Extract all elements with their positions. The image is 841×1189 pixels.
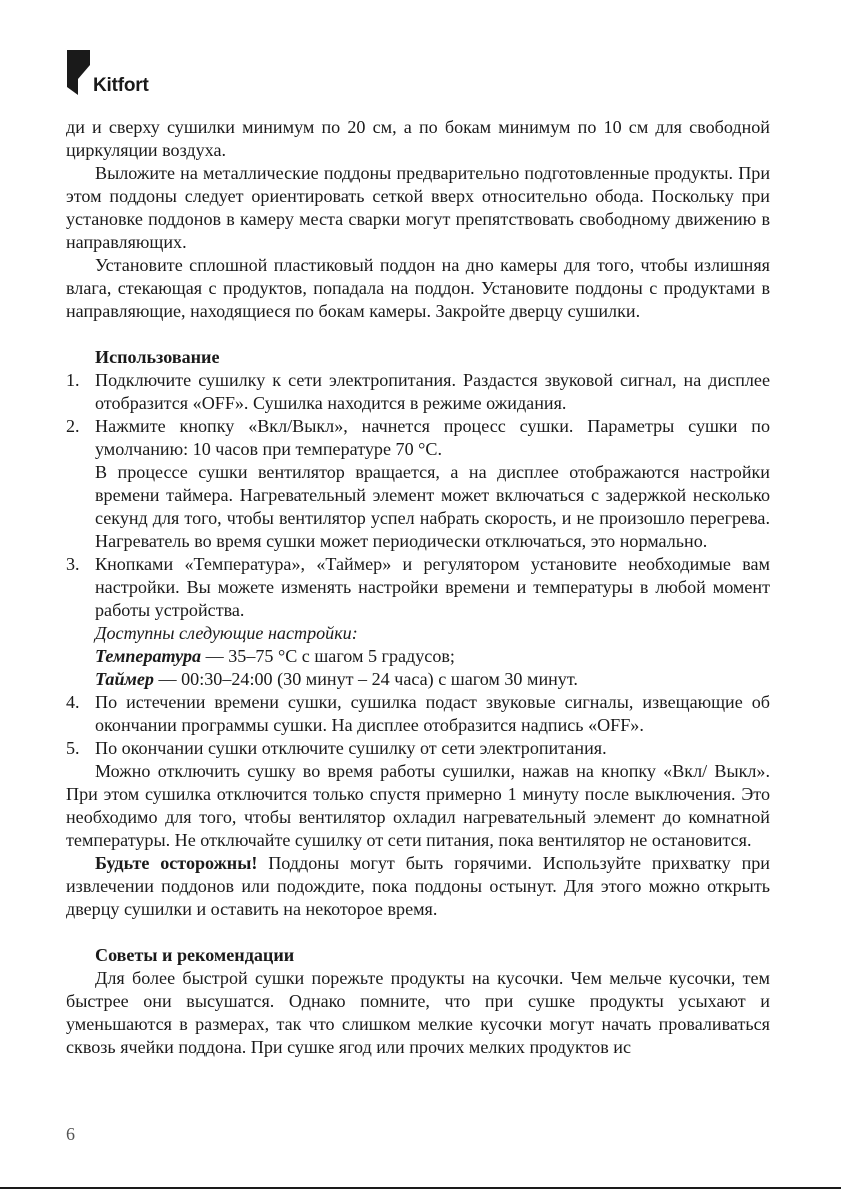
- brand-name: Kitfort: [93, 75, 149, 96]
- tips-heading: Советы и рекомендации: [95, 945, 295, 965]
- step-number: 1.: [66, 370, 80, 390]
- setting-timer-label: Таймер: [95, 669, 154, 689]
- step-text: Кнопками «Температура», «Таймер» и регулятором установите необходимые вам настройки. Вы можете изменять настройки времени и температуры в любой момент работы устройства.: [95, 554, 770, 620]
- step-number: 3.: [66, 554, 80, 574]
- setting-temperature-label: Температура: [95, 646, 202, 666]
- usage-step-3: [66, 553, 770, 691]
- setting-timer-value: — 00:30–24:00 (30 минут – 24 часа) с шагом 30 минут.: [153, 669, 578, 689]
- intro-paragraph-2: Выложите на металлические поддоны предварительно подготовленные продукты. При этом поддоны следует ориентировать сеткой вверх относительно обода. Поскольку при установке поддонов в камеру места сварки могут препятствовать свободному движению в направляющих.: [66, 163, 770, 252]
- intro-paragraph-3: Установите сплошной пластиковый поддон на дно камеры для того, чтобы излишняя влага, стекающая с продуктов, попадала на поддон. Установите поддоны с продуктами в направляющие, находящиеся по бокам камеры. Закройте дверцу сушилки.: [66, 255, 770, 321]
- usage-steps-list: [66, 369, 770, 760]
- step-text: Подключите сушилку к сети электропитания. Раздастся звуковой сигнал, на дисплее отобразится «OFF». Сушилка находится в режиме ожидания.: [95, 370, 770, 413]
- settings-intro: Доступны следующие настройки:: [95, 623, 358, 643]
- step-text-extra: В процессе сушки вентилятор вращается, а на дисплее отображаются настройки времени таймера. Нагревательный элемент может включаться с задержкой несколько секунд для того, чтобы вентилятор успел набрать скорость, и не произошло перегрева. Нагреватель во время сушки может периодически отключаться, это нормально.: [95, 462, 770, 551]
- usage-step-5: [66, 737, 770, 760]
- usage-step-4: [66, 691, 770, 737]
- warning-paragraph: [66, 852, 770, 921]
- setting-temperature: [95, 645, 770, 668]
- kitfort-k-logo-icon: [66, 49, 92, 97]
- step-text: Нажмите кнопку «Вкл/Выкл», начнется процесс сушки. Параметры сушки по умолчанию: 10 часов при температуре 70 °С.: [95, 416, 770, 459]
- warning-text: Поддоны могут быть горячими. Используйте прихватку при извлечении поддонов или подождите, пока поддоны остынут. Для этого можно открыть дверцу сушилки и оставить на некоторое время.: [66, 853, 770, 919]
- brand-logo: [66, 49, 176, 97]
- step-number: 5.: [66, 738, 80, 758]
- usage-step-1: [66, 369, 770, 415]
- setting-timer: [95, 668, 770, 691]
- usage-step-2: [66, 415, 770, 553]
- warning-label: Будьте осторожны!: [95, 853, 258, 873]
- step-text: По истечении времени сушки, сушилка подаст звуковые сигналы, извещающие об окончании программы сушки. На дисплее отобразится надпись «OFF».: [95, 692, 770, 735]
- step-number: 4.: [66, 692, 80, 712]
- document-body: [66, 116, 770, 1059]
- usage-heading: Использование: [95, 347, 220, 367]
- step-number: 2.: [66, 416, 80, 436]
- tips-paragraph-1: Для более быстрой сушки порежьте продукты на кусочки. Чем мельче кусочки, тем быстрее они высушатся. Однако помните, что при сушке продукты усыхают и уменьшаются в размерах, так что слишком мелкие кусочки могут начать проваливаться сквозь ячейки поддона. При сушке ягод или прочих мелких продуктов ис: [66, 968, 770, 1057]
- intro-paragraph-1: ди и сверху сушилки минимум по 20 см, а по бокам минимум по 10 см для свободной циркуляции воздуха.: [66, 117, 770, 160]
- page-number: 6: [66, 1124, 75, 1144]
- step-text: По окончании сушки отключите сушилку от сети электропитания.: [95, 738, 607, 758]
- setting-temperature-value: — 35–75 °С с шагом 5 градусов;: [201, 646, 455, 666]
- usage-after-paragraph: Можно отключить сушку во время работы сушилки, нажав на кнопку «Вкл/ Выкл». При этом сушилка отключится только спустя примерно 1 минуту после выключения. Это необходимо для того, чтобы вентилятор охладил нагревательный элемент до комнатной температуры. Не отключайте сушилку от сети питания, пока вентилятор не остановится.: [66, 761, 770, 850]
